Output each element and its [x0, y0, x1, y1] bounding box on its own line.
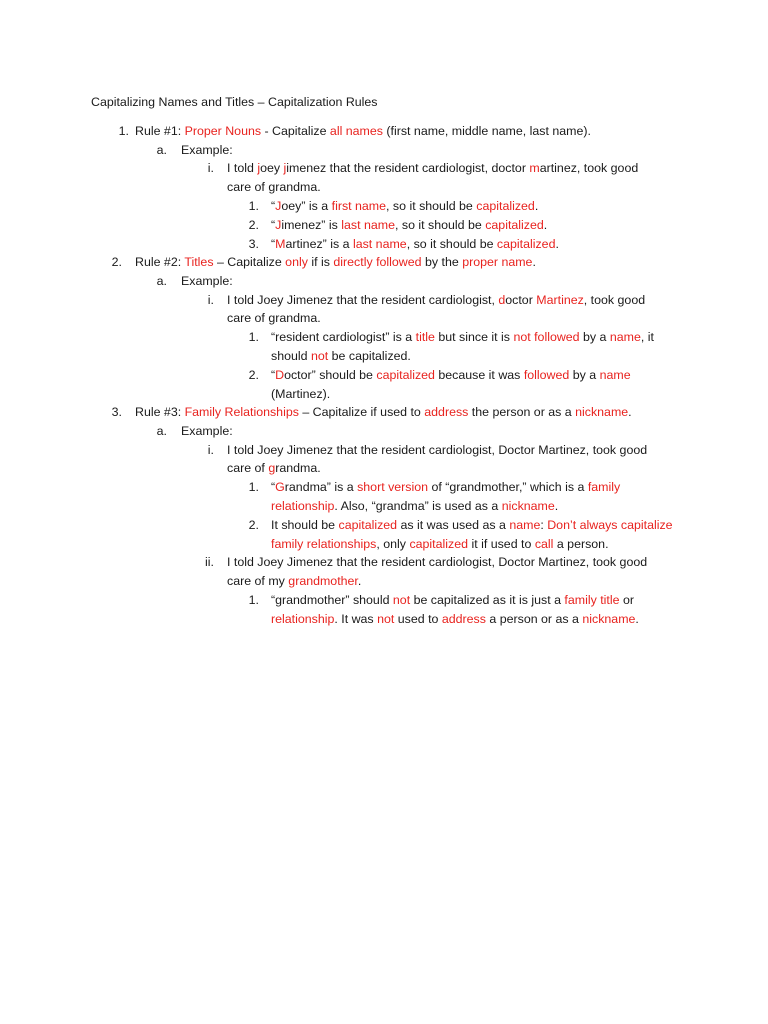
text-run: I told: [227, 161, 258, 175]
text-run: care of grandma.: [227, 311, 321, 325]
highlighted-text: capitalized: [376, 368, 435, 382]
highlighted-text: Martinez: [536, 293, 584, 307]
document-title: Capitalizing Names and Titles – Capitalization Rules: [91, 95, 378, 109]
text-line: [271, 517, 673, 533]
highlighted-text: j: [283, 161, 287, 175]
text-run: of “grandmother,” which is a: [428, 480, 588, 494]
text-run: because it was: [434, 368, 524, 382]
text-run: oey” is a: [281, 199, 332, 213]
highlighted-text: address: [424, 405, 469, 419]
text-run: should: [271, 349, 311, 363]
list-marker: 1.: [248, 330, 259, 344]
highlighted-text: short version: [357, 480, 429, 494]
highlighted-text: family relationships: [271, 537, 377, 551]
text-line: [227, 554, 647, 570]
highlighted-text: nickname: [582, 612, 636, 626]
text-line: [271, 592, 634, 608]
text-run: I told Joey Jimenez that the resident cardiologist, Doctor Martinez, took good: [227, 443, 648, 457]
text-run: , only: [376, 537, 410, 551]
highlighted-text: Titles: [184, 255, 214, 269]
text-line: [227, 442, 647, 458]
text-line: [271, 536, 609, 552]
text-run: randma.: [275, 461, 321, 475]
text-run: octor” should be: [284, 368, 377, 382]
text-run: (Martinez).: [271, 387, 331, 401]
text-run: .: [357, 574, 362, 588]
text-run: by a: [569, 368, 600, 382]
text-run: , so it should be: [406, 237, 497, 251]
highlighted-text: J: [275, 218, 282, 232]
text-run: imenez” is: [281, 218, 342, 232]
text-run: , it: [640, 330, 654, 344]
highlighted-text: capitalized: [409, 537, 468, 551]
text-run: artinez, took good: [539, 161, 639, 175]
highlighted-text: family: [587, 480, 621, 494]
highlighted-text: relationship: [271, 612, 335, 626]
text-line: [271, 367, 631, 383]
highlighted-text: j: [257, 161, 261, 175]
text-run: Rule #1:: [135, 124, 185, 138]
text-run: octor: [505, 293, 537, 307]
text-run: “resident cardiologist” is a: [271, 330, 416, 344]
list-marker: 2.: [248, 518, 259, 532]
text-line: [271, 498, 558, 514]
text-run: artinez” is a: [285, 237, 353, 251]
text-run: care of grandma.: [227, 180, 321, 194]
highlighted-text: D: [275, 368, 285, 382]
text-run: – Capitalize if used to: [298, 405, 425, 419]
text-run: . It was: [334, 612, 378, 626]
highlighted-text: not: [377, 612, 395, 626]
highlighted-text: capitalized: [485, 218, 544, 232]
text-line: [181, 423, 233, 439]
highlighted-text: capitalized: [338, 518, 398, 532]
text-run: randma” is a: [284, 480, 358, 494]
list-marker: 1.: [248, 593, 259, 607]
text-run: .: [532, 255, 536, 269]
text-run: - Capitalize: [261, 124, 330, 138]
text-line: [227, 160, 638, 176]
text-run: “: [271, 199, 276, 213]
text-run: Rule #2:: [135, 255, 185, 269]
text-line: [271, 217, 547, 233]
list-marker: 1.: [118, 124, 129, 138]
text-run: Rule #3:: [135, 405, 185, 419]
list-marker: 1.: [248, 199, 259, 213]
highlighted-text: J: [275, 199, 282, 213]
text-run: “: [271, 218, 276, 232]
highlighted-text: g: [268, 461, 276, 475]
text-line: [271, 198, 538, 214]
text-line: [271, 386, 330, 402]
highlighted-text: last name: [352, 237, 407, 251]
highlighted-text: not: [392, 593, 411, 607]
highlighted-text: Don’t always capitalize: [547, 518, 673, 532]
text-run: , took good: [583, 293, 646, 307]
text-line: [227, 179, 321, 195]
text-line: [227, 573, 361, 589]
text-line: [227, 310, 321, 326]
highlighted-text: d: [498, 293, 506, 307]
highlighted-text: last name: [341, 218, 395, 232]
highlighted-text: directly followed: [333, 255, 422, 269]
text-run: :: [540, 518, 548, 532]
text-run: by the: [421, 255, 463, 269]
highlighted-text: nickname: [575, 405, 629, 419]
text-run: “: [271, 368, 276, 382]
text-run: I told Joey Jimenez that the resident cardiologist,: [227, 293, 499, 307]
list-marker: 3.: [111, 405, 122, 419]
highlighted-text: G: [275, 480, 285, 494]
highlighted-text: capitalized: [496, 237, 556, 251]
text-line: [181, 142, 233, 158]
text-run: the person or as a: [468, 405, 576, 419]
highlighted-text: relationship: [271, 499, 335, 513]
list-marker: 1.: [248, 480, 259, 494]
text-line: [271, 329, 654, 345]
text-line: [271, 348, 411, 364]
list-marker: 2.: [248, 368, 259, 382]
highlighted-text: address: [441, 612, 486, 626]
highlighted-text: m: [529, 161, 540, 175]
text-run: if is: [307, 255, 334, 269]
text-run: – Capitalize: [213, 255, 286, 269]
text-line: [271, 611, 639, 627]
list-marker: a.: [156, 143, 167, 157]
text-line: [135, 123, 591, 139]
text-run: or: [619, 593, 634, 607]
text-run: care of: [227, 461, 269, 475]
text-run: . Also, “grandma” is used as a: [334, 499, 502, 513]
text-line: [271, 236, 559, 252]
text-run: a person or as a: [485, 612, 583, 626]
text-line: [135, 404, 632, 420]
text-line: [181, 273, 233, 289]
text-run: .: [628, 405, 632, 419]
text-run: by a: [579, 330, 610, 344]
text-run: be capitalized as it is just a: [410, 593, 565, 607]
highlighted-text: M: [275, 237, 286, 251]
highlighted-text: Family Relationships: [184, 405, 299, 419]
text-run: oey: [260, 161, 284, 175]
text-run: I told Joey Jimenez that the resident cardiologist, Doctor Martinez, took good: [227, 555, 648, 569]
highlighted-text: proper name: [462, 255, 533, 269]
text-run: it if used to: [468, 537, 535, 551]
highlighted-text: Proper Nouns: [184, 124, 262, 138]
list-marker: a.: [156, 424, 167, 438]
text-run: imenez that the resident cardiologist, doctor: [286, 161, 530, 175]
text-run: care of my: [227, 574, 289, 588]
list-marker: 3.: [248, 237, 259, 251]
highlighted-text: name: [509, 518, 541, 532]
list-marker: 2.: [248, 218, 259, 232]
text-run: (first name, middle name, last name).: [382, 124, 591, 138]
highlighted-text: not followed: [513, 330, 580, 344]
highlighted-text: all names: [329, 124, 383, 138]
highlighted-text: not: [310, 349, 329, 363]
highlighted-text: grandmother: [288, 574, 358, 588]
text-line: [227, 292, 645, 308]
list-marker: ii.: [205, 555, 214, 569]
text-run: , so it should be: [394, 218, 486, 232]
text-run: It should be: [271, 518, 339, 532]
text-run: .: [555, 237, 559, 251]
text-run: Example:: [181, 143, 233, 157]
highlighted-text: title: [415, 330, 435, 344]
highlighted-text: family title: [564, 593, 620, 607]
text-run: , so it should be: [386, 199, 477, 213]
highlighted-text: first name: [331, 199, 387, 213]
highlighted-text: nickname: [501, 499, 555, 513]
text-run: “grandmother” should: [271, 593, 393, 607]
highlighted-text: only: [285, 255, 308, 269]
text-line: [271, 479, 620, 495]
highlighted-text: name: [609, 330, 641, 344]
text-run: Example:: [181, 274, 233, 288]
text-run: “: [271, 237, 276, 251]
highlighted-text: name: [599, 368, 631, 382]
text-run: Example:: [181, 424, 233, 438]
text-run: “: [271, 480, 276, 494]
list-marker: i.: [207, 161, 214, 175]
list-marker: i.: [207, 293, 214, 307]
highlighted-text: call: [534, 537, 554, 551]
list-marker: i.: [207, 443, 214, 457]
text-run: as it was used as a: [397, 518, 510, 532]
highlighted-text: capitalized: [476, 199, 535, 213]
text-run: be capitalized.: [328, 349, 411, 363]
list-marker: 2.: [111, 255, 122, 269]
text-line: [227, 460, 321, 476]
highlighted-text: followed: [523, 368, 570, 382]
text-run: but since it is: [434, 330, 514, 344]
text-run: .: [635, 612, 639, 626]
text-run: .: [554, 499, 559, 513]
text-line: [135, 254, 536, 270]
list-marker: a.: [156, 274, 167, 288]
text-run: used to: [394, 612, 442, 626]
text-run: a person.: [553, 537, 609, 551]
text-run: .: [543, 218, 548, 232]
text-run: .: [534, 199, 539, 213]
